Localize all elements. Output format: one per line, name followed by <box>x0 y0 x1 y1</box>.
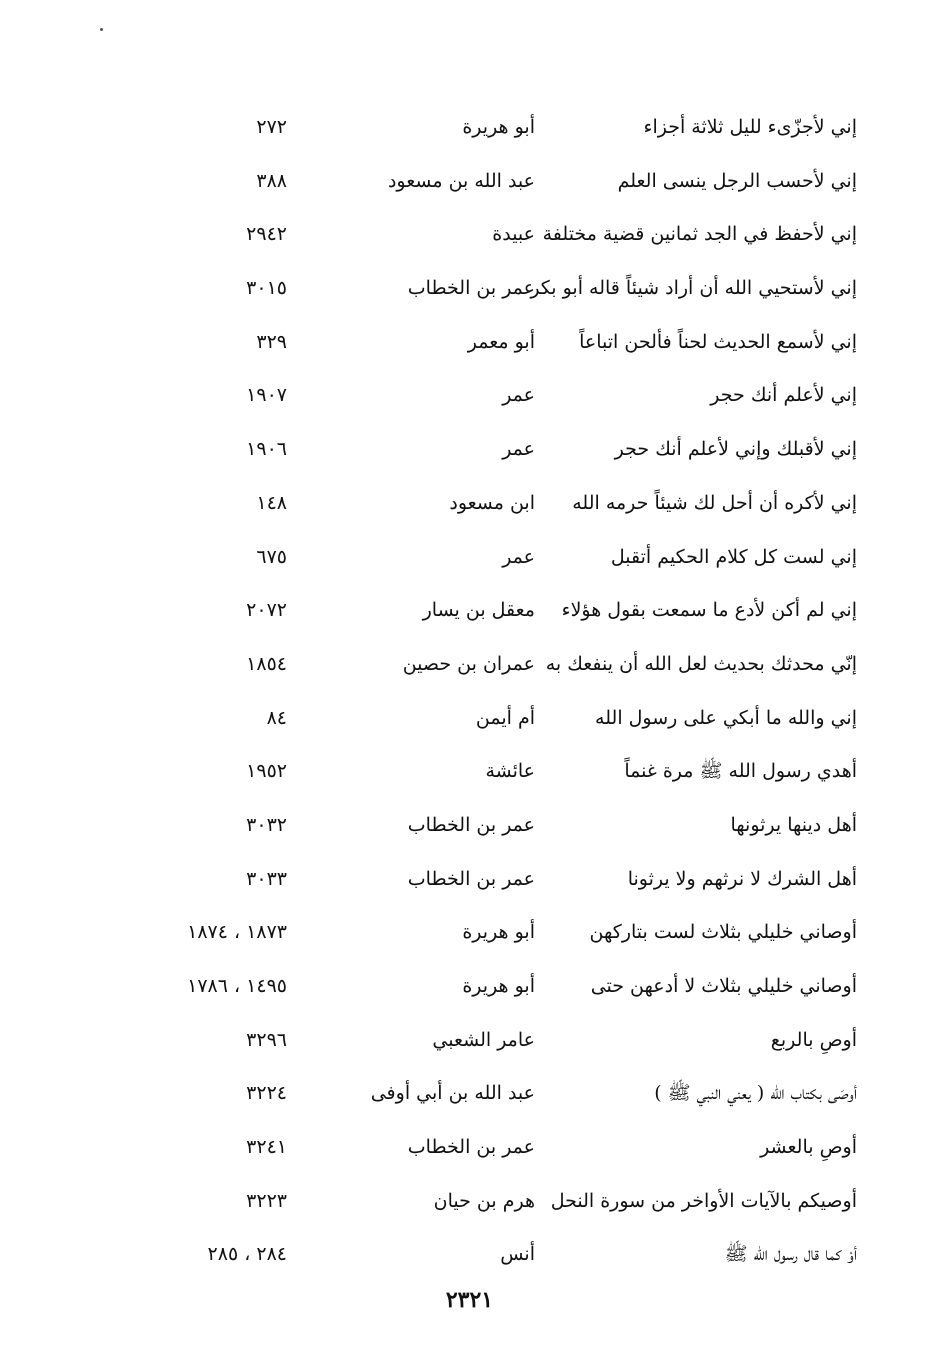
narrator-name: عائشة <box>485 760 535 783</box>
hadith-text: أوصِ بالربع <box>770 1028 857 1051</box>
hadith-text: إني لم أكن لأدع ما سمعت بقول هؤلاء <box>561 599 857 622</box>
hadith-index-table <box>0 100 939 1281</box>
hadith-text: إني لأحسب الرجل ينسى العلم <box>617 169 857 192</box>
narrator-name: أم أيمن <box>475 706 535 729</box>
index-row <box>0 1174 939 1228</box>
index-row <box>0 476 939 530</box>
hadith-number: ١٨٧٣ ، ١٨٧٤ <box>187 921 287 944</box>
index-row <box>0 530 939 584</box>
index-row <box>0 422 939 476</box>
narrator-name: عمر <box>502 438 535 461</box>
narrator-name: عمران بن حصين <box>402 652 535 675</box>
narrator-name: عامر الشعبي <box>432 1028 535 1051</box>
index-row <box>0 207 939 261</box>
narrator-name: أنس <box>500 1243 535 1266</box>
narrator-name: أبو هريرة <box>462 921 535 944</box>
hadith-number: ٨٤ <box>266 706 287 729</box>
hadith-number: ١٩٥٢ <box>246 760 287 783</box>
narrator-name: عمر بن الخطاب <box>407 277 535 300</box>
index-row <box>0 100 939 154</box>
hadith-number: ١٨٥٤ <box>246 652 287 675</box>
hadith-text: أهل الشرك لا نرثهم ولا يرثونا <box>627 867 857 890</box>
hadith-number: ٣٠١٥ <box>246 277 287 300</box>
narrator-name: عمر بن الخطاب <box>407 813 535 836</box>
hadith-text: إنّي محدثك بحديث لعل الله أن ينفعك به <box>545 652 857 675</box>
hadith-text: إني لأستحيي الله أن أراد شيئاً قاله أبو بكر <box>530 277 857 300</box>
narrator-name: عمر <box>502 545 535 568</box>
hadith-text: إني لست كل كلام الحكيم أتقبل <box>610 545 857 568</box>
narrator-name: عبيدة <box>492 223 535 246</box>
narrator-name: ابن مسعود <box>449 491 535 514</box>
narrator-name: أبو هريرة <box>462 975 535 997</box>
corner-dot <box>100 28 103 31</box>
hadith-number: ٣٠٣٢ <box>246 813 287 836</box>
index-row <box>0 1227 939 1281</box>
index-row <box>0 315 939 369</box>
index-row <box>0 154 939 208</box>
index-row <box>0 368 939 422</box>
index-row <box>0 261 939 315</box>
hadith-text: إني لأعلم أنك حجر <box>710 384 857 407</box>
hadith-text: أوصاني خليلي بثلاث لا أدعهن حتى <box>590 975 857 997</box>
index-row <box>0 637 939 691</box>
narrator-name: عبد الله بن مسعود <box>387 169 535 192</box>
narrator-name: عمر بن الخطاب <box>407 867 535 890</box>
hadith-number: ٣٢٩٦ <box>246 1028 287 1051</box>
narrator-name: أبو هريرة <box>462 116 535 138</box>
index-row <box>0 1066 939 1120</box>
hadith-number: ٢٧٢ <box>256 116 287 138</box>
index-row <box>0 1013 939 1067</box>
hadith-text: أوْ كما قال رسول الله ﷺ <box>724 1243 857 1266</box>
hadith-text: إني لأقبلك وإني لأعلم أنك حجر <box>614 438 857 461</box>
page-number: ٢٣٢١ <box>445 1287 494 1313</box>
hadith-number: ٣٠٣٣ <box>246 867 287 890</box>
hadith-number: ١٤٨ <box>256 491 287 514</box>
hadith-text: أهل دينها يرثونها <box>730 813 857 836</box>
index-row <box>0 852 939 906</box>
index-row <box>0 905 939 959</box>
hadith-number: ٣٢٩ <box>256 330 287 353</box>
narrator-name: عبد الله بن أبي أوفى <box>370 1082 535 1105</box>
hadith-text: أوصيكم بالآيات الأواخر من سورة النحل <box>550 1189 857 1212</box>
hadith-text: إني لأحفظ في الجد ثمانين قضية مختلفة <box>542 223 857 246</box>
hadith-text: أوصَى بكتاب الله ( يعني النبي ﷺ ) <box>654 1082 857 1105</box>
hadith-number: ١٩٠٦ <box>246 438 287 461</box>
hadith-text: أوصاني خليلي بثلاث لست بتاركهن <box>589 921 857 944</box>
index-row <box>0 959 939 1013</box>
hadith-text: أهدي رسول الله ﷺ مرة غنماً <box>624 760 857 783</box>
hadith-text: إني لأكره أن أحل لك شيئاً حرمه الله <box>572 491 857 514</box>
narrator-name: هرم بن حيان <box>433 1189 535 1212</box>
index-row <box>0 744 939 798</box>
narrator-name: عمر <box>502 384 535 407</box>
hadith-text: إني لأجزّىء لليل ثلاثة أجزاء <box>643 116 857 138</box>
hadith-number: ٣٢٢٤ <box>246 1082 287 1105</box>
index-row <box>0 1120 939 1174</box>
narrator-name: أبو معمر <box>467 330 535 353</box>
index-row <box>0 691 939 745</box>
index-row <box>0 583 939 637</box>
hadith-number: ٢٨٤ ، ٢٨٥ <box>207 1243 287 1266</box>
hadith-number: ٣٢٤١ <box>246 1136 287 1159</box>
hadith-text: إني لأسمع الحديث لحناً فألحن اتباعاً <box>579 330 857 353</box>
index-row <box>0 798 939 852</box>
hadith-number: ٦٧٥ <box>256 545 287 568</box>
narrator-name: عمر بن الخطاب <box>407 1136 535 1159</box>
hadith-number: ٢٩٤٢ <box>246 223 287 246</box>
hadith-number: ٣٢٢٣ <box>246 1189 287 1212</box>
hadith-number: ١٩٠٧ <box>246 384 287 407</box>
hadith-number: ٢٠٧٢ <box>246 599 287 622</box>
hadith-number: ٣٨٨ <box>256 169 287 192</box>
hadith-text: إني والله ما أبكي على رسول الله <box>595 706 857 729</box>
narrator-name: معقل بن يسار <box>422 599 535 622</box>
hadith-text: أوصِ بالعشر <box>760 1136 857 1159</box>
hadith-number: ١٤٩٥ ، ١٧٨٦ <box>187 975 287 997</box>
